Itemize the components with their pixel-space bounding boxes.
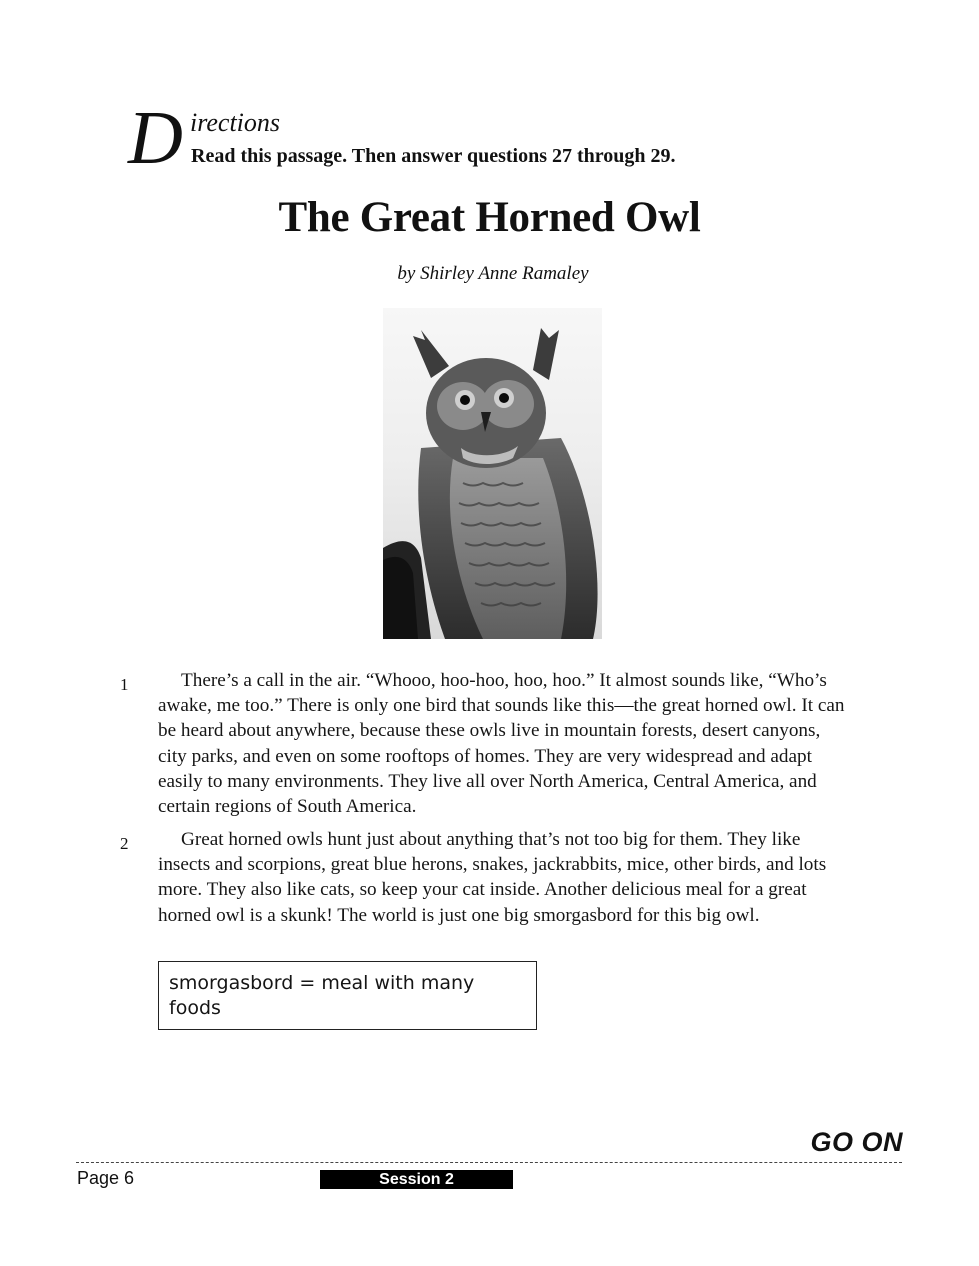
paragraph-2	[158, 827, 848, 928]
passage-byline: by Shirley Anne Ramaley	[397, 263, 589, 284]
paragraph-number: 2	[120, 834, 129, 853]
page-number: Page 6	[77, 1168, 135, 1188]
directions-word: irections	[190, 108, 281, 137]
paragraph-1	[158, 668, 848, 819]
owl-photo	[383, 308, 602, 639]
passage-title: The Great Horned Owl	[278, 194, 701, 241]
directions-header	[128, 96, 828, 180]
paragraph-text: There’s a call in the air. “Whooo, hoo-hoo, hoo, hoo.” It almost sounds like, “Who’s awake, me too.” There is only one bird that sounds like this—the great horned owl. It can be heard about anywhere, because these owls live in mountain forests, desert canyons, city parks, and even on some rooftops of homes. They are very widespread and adapt easily to many environments. They live all over North America, Central America, and certain regions of South America.	[158, 670, 845, 818]
paragraph-number: 1	[120, 675, 129, 694]
paragraph-text: Great horned owls hunt just about anything that’s not too big for them. They like insects and scorpions, great blue herons, snakes, jackrabbits, mice, other birds, and lots more. They also like cats, so keep your cat inside. Another delicious meal for a great horned owl is a skunk! The world is just one big smorgasbord for this big owl.	[158, 829, 827, 926]
footer-divider	[76, 1162, 902, 1163]
go-on-label: GO ON	[810, 1127, 903, 1157]
directions-instruction: Read this passage. Then answer questions 27 through 29.	[191, 145, 676, 167]
directions-dropcap: D	[128, 96, 183, 180]
glossary-box: smorgasbord = meal with many foods	[158, 961, 537, 1030]
session-label: Session 2	[320, 1170, 513, 1189]
